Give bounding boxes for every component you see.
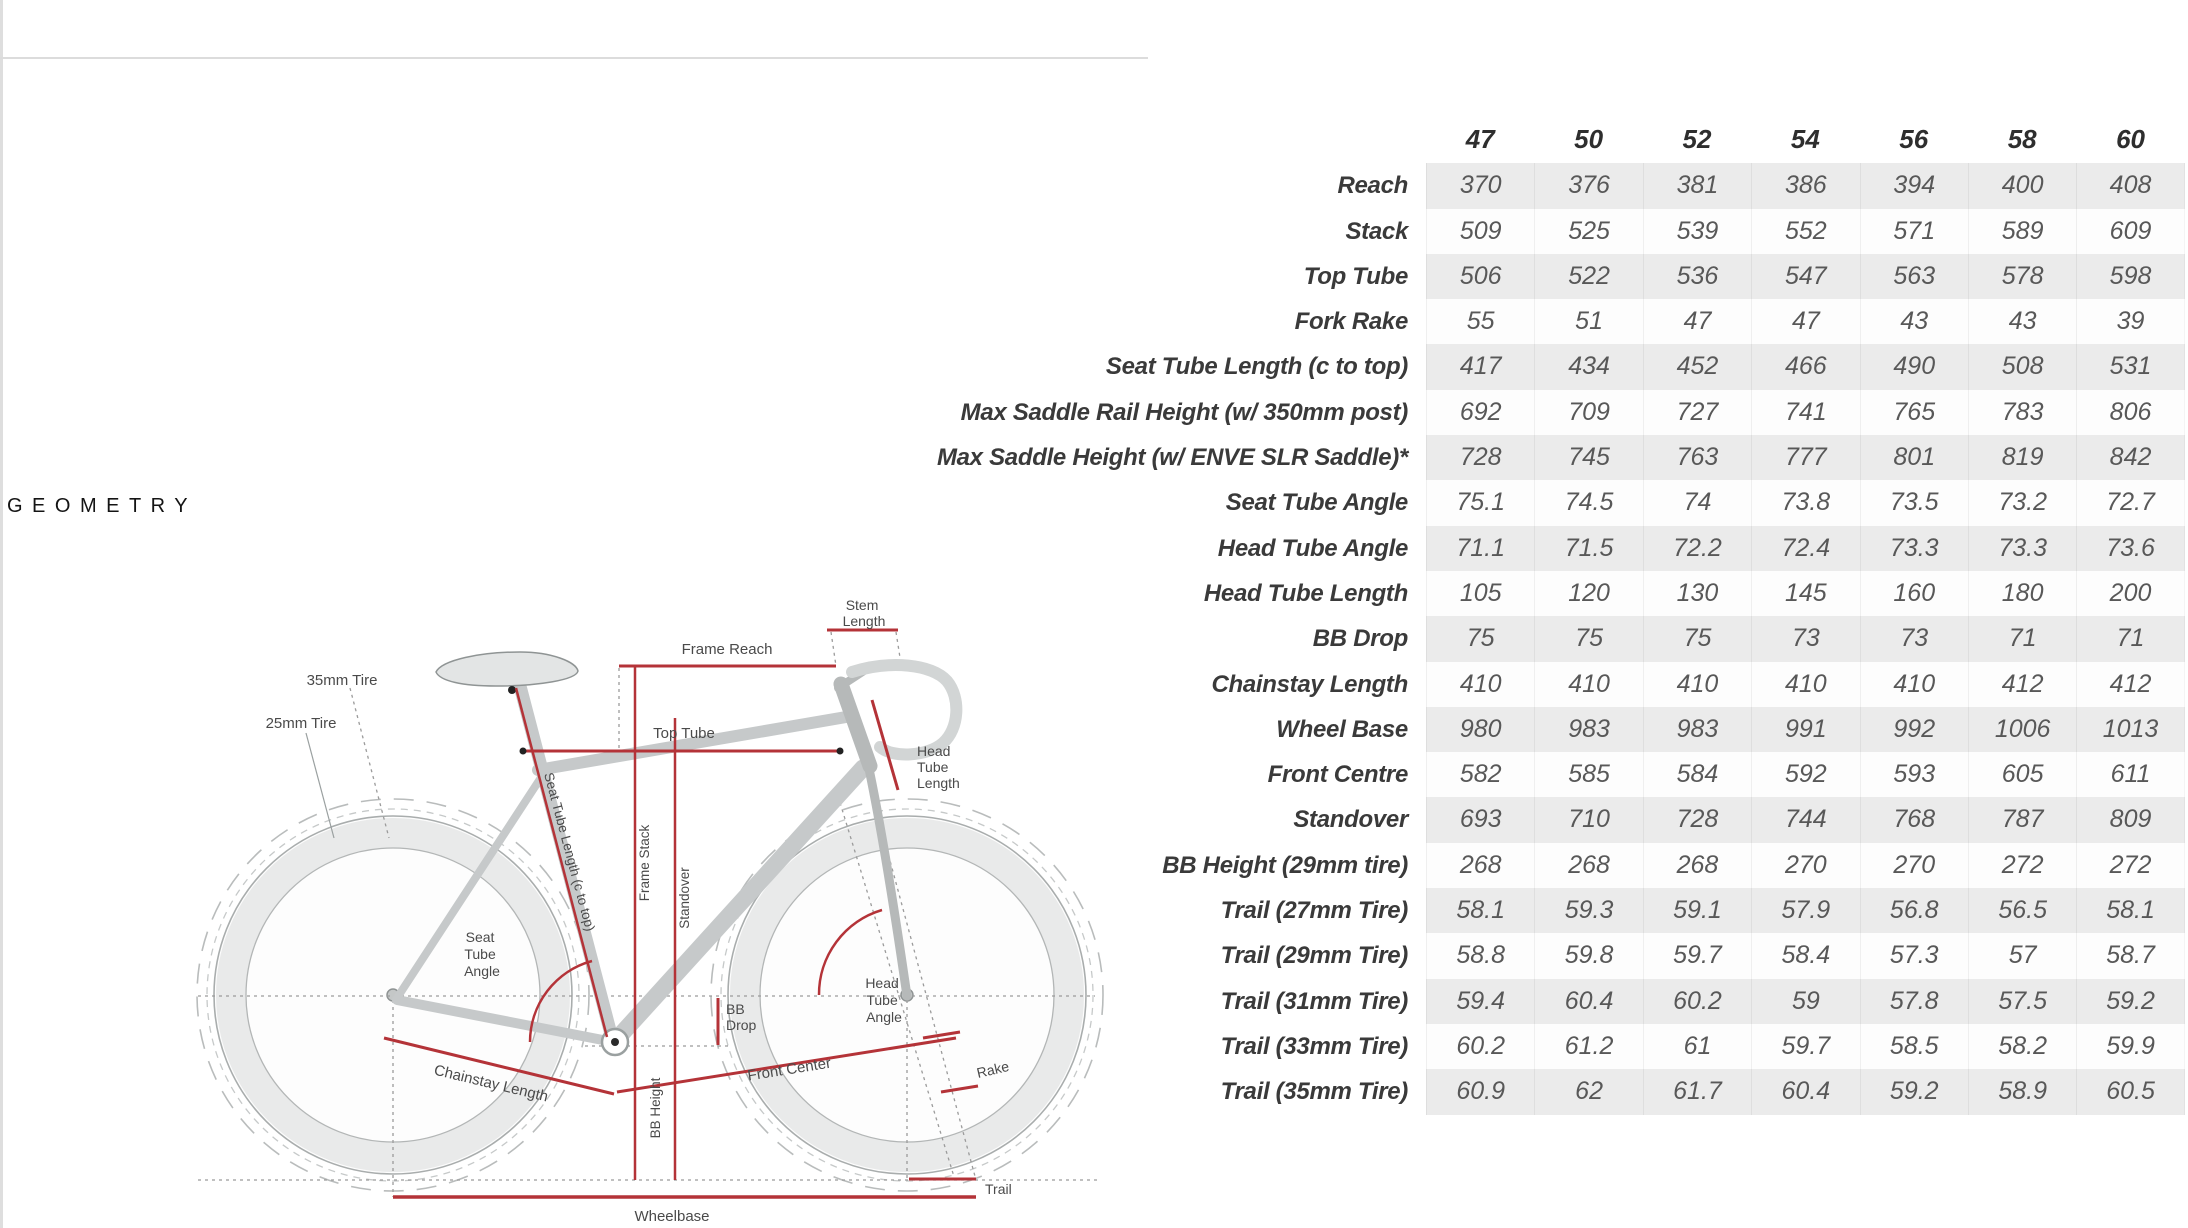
value-cell: 509 xyxy=(1426,209,1534,254)
value-cell: 809 xyxy=(2076,797,2184,842)
size-column-header: 52 xyxy=(1682,124,1712,154)
value-cell: 410 xyxy=(1860,662,1968,707)
value-cell: 727 xyxy=(1643,390,1751,435)
label-wheelbase: Wheelbase xyxy=(634,1208,710,1225)
value-cell: 787 xyxy=(1968,797,2076,842)
value-cell: 584 xyxy=(1643,752,1751,797)
value-cell: 39 xyxy=(2076,299,2184,344)
value-cell: 47 xyxy=(1643,299,1751,344)
value-cell: 200 xyxy=(2076,571,2184,616)
value-cell: 490 xyxy=(1860,344,1968,389)
value-cell: 709 xyxy=(1534,390,1642,435)
row-label: Seat Tube Angle xyxy=(1225,489,1408,517)
value-cell: 75.1 xyxy=(1426,480,1534,525)
value-cell: 412 xyxy=(2076,662,2184,707)
row-label: Max Saddle Rail Height (w/ 350mm post) xyxy=(960,398,1408,426)
row-label: Chainstay Length xyxy=(1211,670,1408,698)
value-cell: 73.2 xyxy=(1968,480,2076,525)
value-cell: 412 xyxy=(1968,662,2076,707)
value-cell: 73.3 xyxy=(1860,526,1968,571)
label-frame-stack: Frame Stack xyxy=(637,824,652,902)
value-cell: 51 xyxy=(1534,299,1642,344)
value-cell: 571 xyxy=(1860,209,1968,254)
value-cell: 57 xyxy=(1968,933,2076,978)
value-cell: 72.2 xyxy=(1643,526,1751,571)
row-label: Max Saddle Height (w/ ENVE SLR Saddle)* xyxy=(936,444,1408,472)
page-title: GEOMETRY xyxy=(7,495,198,517)
value-cell: 120 xyxy=(1534,571,1642,616)
value-cell: 806 xyxy=(2076,390,2184,435)
size-column-header: 58 xyxy=(2007,124,2037,154)
value-cell: 145 xyxy=(1751,571,1859,616)
value-cell: 598 xyxy=(2076,254,2184,299)
value-cell: 410 xyxy=(1751,662,1859,707)
label-35mm-tire: 35mm Tire xyxy=(306,672,378,689)
value-cell: 506 xyxy=(1426,254,1534,299)
value-cell: 370 xyxy=(1426,163,1534,208)
value-cell: 394 xyxy=(1860,163,1968,208)
value-cell: 60.5 xyxy=(2076,1069,2184,1114)
row-label: Front Centre xyxy=(1267,761,1408,789)
value-cell: 991 xyxy=(1751,707,1859,752)
value-cell: 992 xyxy=(1860,707,1968,752)
value-cell: 842 xyxy=(2076,435,2184,480)
value-cell: 270 xyxy=(1751,843,1859,888)
value-cell: 61 xyxy=(1643,1024,1751,1069)
value-cell: 43 xyxy=(1968,299,2076,344)
value-cell: 73.8 xyxy=(1751,480,1859,525)
value-cell: 508 xyxy=(1968,344,2076,389)
value-cell: 592 xyxy=(1751,752,1859,797)
value-cell: 783 xyxy=(1968,390,2076,435)
value-cell: 376 xyxy=(1534,163,1642,208)
row-label: Trail (35mm Tire) xyxy=(1220,1078,1408,1106)
value-cell: 57.9 xyxy=(1751,888,1859,933)
value-cell: 466 xyxy=(1751,344,1859,389)
value-cell: 589 xyxy=(1968,209,2076,254)
section-divider-line xyxy=(0,57,1148,59)
label-seat-tube-length: Seat Tube Length (c to top) xyxy=(541,770,598,933)
value-cell: 58.1 xyxy=(1426,888,1534,933)
value-cell: 408 xyxy=(2076,163,2184,208)
value-cell: 180 xyxy=(1968,571,2076,616)
value-cell: 611 xyxy=(2076,752,2184,797)
value-cell: 400 xyxy=(1968,163,2076,208)
value-cell: 71.5 xyxy=(1534,526,1642,571)
value-cell: 1006 xyxy=(1968,707,2076,752)
value-cell: 56.8 xyxy=(1860,888,1968,933)
value-cell: 58.4 xyxy=(1751,933,1859,978)
value-cell: 819 xyxy=(1968,435,2076,480)
value-cell: 728 xyxy=(1643,797,1751,842)
value-cell: 272 xyxy=(2076,843,2184,888)
row-label: Trail (31mm Tire) xyxy=(1220,987,1408,1015)
value-cell: 58.2 xyxy=(1968,1024,2076,1069)
label-top-tube: Top Tube xyxy=(653,725,715,742)
value-cell: 268 xyxy=(1426,843,1534,888)
row-label: Standover xyxy=(1293,806,1408,834)
value-cell: 59.7 xyxy=(1751,1024,1859,1069)
value-cell: 71 xyxy=(1968,616,2076,661)
value-cell: 75 xyxy=(1426,616,1534,661)
value-cell: 58.5 xyxy=(1860,1024,1968,1069)
row-label: BB Drop xyxy=(1312,625,1408,653)
value-cell: 75 xyxy=(1534,616,1642,661)
row-label: Seat Tube Length (c to top) xyxy=(1105,353,1408,381)
value-cell: 417 xyxy=(1426,344,1534,389)
value-cell: 160 xyxy=(1860,571,1968,616)
value-cell: 59 xyxy=(1751,979,1859,1024)
value-cell: 57.8 xyxy=(1860,979,1968,1024)
label-head-tube-length: Head Tube Length xyxy=(917,743,960,791)
row-label: Head Tube Length xyxy=(1203,579,1408,607)
value-cell: 536 xyxy=(1643,254,1751,299)
value-cell: 61.2 xyxy=(1534,1024,1642,1069)
size-column-header: 50 xyxy=(1574,124,1604,154)
value-cell: 73.3 xyxy=(1968,526,2076,571)
row-label: Wheel Base xyxy=(1276,715,1408,743)
value-cell: 61.7 xyxy=(1643,1069,1751,1114)
size-column-header: 60 xyxy=(2116,124,2145,154)
row-label: Reach xyxy=(1337,172,1408,200)
value-cell: 410 xyxy=(1643,662,1751,707)
value-cell: 593 xyxy=(1860,752,1968,797)
value-cell: 768 xyxy=(1860,797,1968,842)
value-cell: 59.8 xyxy=(1534,933,1642,978)
label-standover: Standover xyxy=(677,867,692,929)
value-cell: 72.7 xyxy=(2076,480,2184,525)
value-cell: 75 xyxy=(1643,616,1751,661)
value-cell: 765 xyxy=(1860,390,1968,435)
value-cell: 578 xyxy=(1968,254,2076,299)
value-cell: 605 xyxy=(1968,752,2076,797)
value-cell: 60.2 xyxy=(1643,979,1751,1024)
value-cell: 710 xyxy=(1534,797,1642,842)
value-cell: 71.1 xyxy=(1426,526,1534,571)
value-cell: 105 xyxy=(1426,571,1534,616)
value-cell: 130 xyxy=(1643,571,1751,616)
row-label: Head Tube Angle xyxy=(1217,534,1408,562)
value-cell: 983 xyxy=(1643,707,1751,752)
value-cell: 552 xyxy=(1751,209,1859,254)
row-label: Trail (33mm Tire) xyxy=(1220,1032,1408,1060)
row-label: BB Height (29mm tire) xyxy=(1162,851,1408,879)
value-cell: 381 xyxy=(1643,163,1751,208)
value-cell: 73.6 xyxy=(2076,526,2184,571)
label-25mm-tire: 25mm Tire xyxy=(265,715,337,732)
value-cell: 58.8 xyxy=(1426,933,1534,978)
value-cell: 801 xyxy=(1860,435,1968,480)
value-cell: 59.9 xyxy=(2076,1024,2184,1069)
value-cell: 609 xyxy=(2076,209,2184,254)
value-cell: 272 xyxy=(1968,843,2076,888)
value-cell: 62 xyxy=(1534,1069,1642,1114)
value-cell: 60.4 xyxy=(1534,979,1642,1024)
value-cell: 745 xyxy=(1534,435,1642,480)
value-cell: 73 xyxy=(1751,616,1859,661)
value-cell: 728 xyxy=(1426,435,1534,480)
value-cell: 410 xyxy=(1534,662,1642,707)
head-tube xyxy=(841,684,870,766)
row-label: Stack xyxy=(1345,217,1408,245)
row-label: Top Tube xyxy=(1303,262,1408,290)
value-cell: 71 xyxy=(2076,616,2184,661)
value-cell: 59.4 xyxy=(1426,979,1534,1024)
value-cell: 60.4 xyxy=(1751,1069,1859,1114)
page-left-border xyxy=(0,0,3,1228)
value-cell: 59.2 xyxy=(2076,979,2184,1024)
label-front-center: Front Center xyxy=(746,1054,833,1085)
value-cell: 55 xyxy=(1426,299,1534,344)
value-cell: 268 xyxy=(1534,843,1642,888)
label-bb-height: BB Height xyxy=(648,1077,663,1139)
value-cell: 57.5 xyxy=(1968,979,2076,1024)
value-cell: 57.3 xyxy=(1860,933,1968,978)
value-cell: 452 xyxy=(1643,344,1751,389)
value-cell: 582 xyxy=(1426,752,1534,797)
value-cell: 693 xyxy=(1426,797,1534,842)
size-column-header: 56 xyxy=(1899,124,1929,154)
value-cell: 1013 xyxy=(2076,707,2184,752)
value-cell: 539 xyxy=(1643,209,1751,254)
value-cell: 522 xyxy=(1534,254,1642,299)
size-column-header: 47 xyxy=(1465,124,1495,154)
value-cell: 59.7 xyxy=(1643,933,1751,978)
value-cell: 58.9 xyxy=(1968,1069,2076,1114)
value-cell: 60.2 xyxy=(1426,1024,1534,1069)
label-stem-length: Stem Length xyxy=(842,597,886,629)
value-cell: 59.1 xyxy=(1643,888,1751,933)
row-label: Trail (29mm Tire) xyxy=(1220,942,1408,970)
value-cell: 585 xyxy=(1534,752,1642,797)
value-cell: 410 xyxy=(1426,662,1534,707)
value-cell: 692 xyxy=(1426,390,1534,435)
value-cell: 56.5 xyxy=(1968,888,2076,933)
label-frame-reach: Frame Reach xyxy=(681,641,773,658)
value-cell: 73.5 xyxy=(1860,480,1968,525)
value-cell: 268 xyxy=(1643,843,1751,888)
label-trail: Trail xyxy=(985,1181,1012,1197)
value-cell: 58.7 xyxy=(2076,933,2184,978)
value-cell: 73 xyxy=(1860,616,1968,661)
value-cell: 47 xyxy=(1751,299,1859,344)
label-head-tube-angle: Head Tube Angle xyxy=(865,975,902,1025)
row-label: Trail (27mm Tire) xyxy=(1220,897,1408,925)
value-cell: 744 xyxy=(1751,797,1859,842)
value-cell: 777 xyxy=(1751,435,1859,480)
bike-geometry-diagram xyxy=(190,568,1190,1228)
value-cell: 563 xyxy=(1860,254,1968,299)
value-cell: 59.3 xyxy=(1534,888,1642,933)
label-bb-drop: BB Drop xyxy=(726,1001,757,1033)
rear-wheel xyxy=(197,799,589,1191)
value-cell: 74.5 xyxy=(1534,480,1642,525)
value-cell: 386 xyxy=(1751,163,1859,208)
value-cell: 983 xyxy=(1534,707,1642,752)
saddle xyxy=(436,652,578,686)
value-cell: 547 xyxy=(1751,254,1859,299)
value-cell: 525 xyxy=(1534,209,1642,254)
value-cell: 60.9 xyxy=(1426,1069,1534,1114)
value-cell: 531 xyxy=(2076,344,2184,389)
value-cell: 58.1 xyxy=(2076,888,2184,933)
label-seat-tube-angle: Seat Tube Angle xyxy=(464,929,500,979)
value-cell: 59.2 xyxy=(1860,1069,1968,1114)
size-column-header: 54 xyxy=(1790,124,1820,154)
value-cell: 72.4 xyxy=(1751,526,1859,571)
value-cell: 741 xyxy=(1751,390,1859,435)
value-cell: 74 xyxy=(1643,480,1751,525)
label-rake: Rake xyxy=(975,1057,1011,1081)
value-cell: 270 xyxy=(1860,843,1968,888)
value-cell: 980 xyxy=(1426,707,1534,752)
value-cell: 43 xyxy=(1860,299,1968,344)
table-corner-cell xyxy=(685,118,1426,160)
row-label: Fork Rake xyxy=(1294,308,1408,336)
label-chainstay-length: Chainstay Length xyxy=(432,1061,550,1106)
value-cell: 763 xyxy=(1643,435,1751,480)
value-cell: 434 xyxy=(1534,344,1642,389)
